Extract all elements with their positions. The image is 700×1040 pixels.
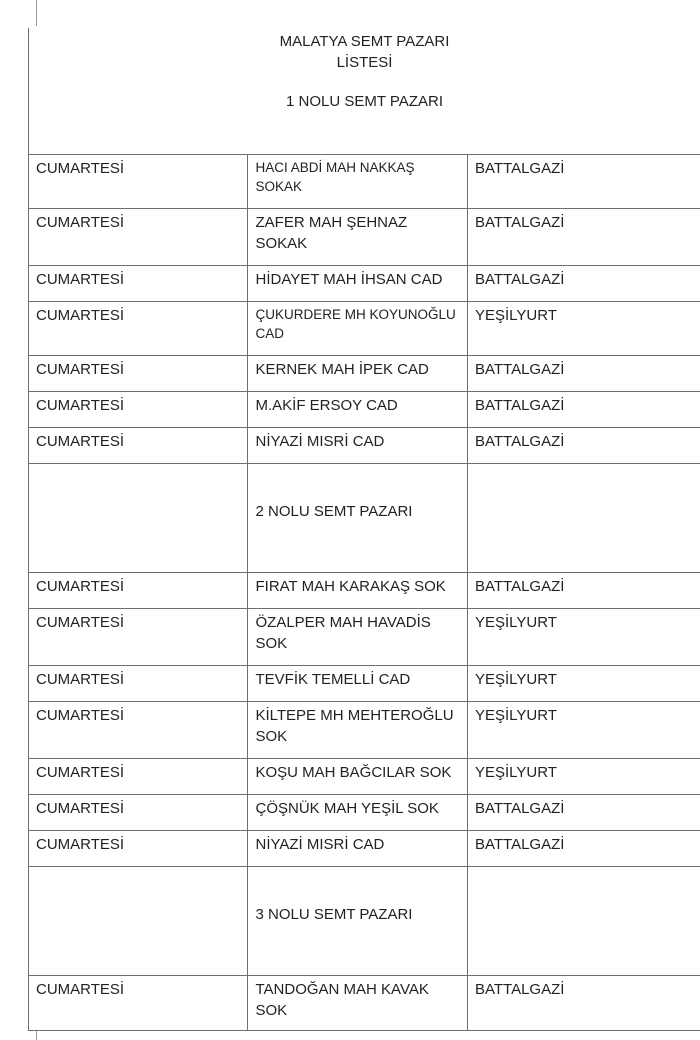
table-row <box>29 155 700 209</box>
section-heading-cell <box>248 464 467 573</box>
table-row <box>29 573 700 609</box>
page-left-edge-bottom <box>36 1030 37 1040</box>
day-cell: CUMARTESİ <box>29 302 248 356</box>
header-row <box>29 28 700 155</box>
location-cell: NİYAZİ MISRİ CAD <box>248 428 467 464</box>
district-cell: BATTALGAZİ <box>467 831 700 867</box>
empty-cell <box>29 867 248 976</box>
day-cell: CUMARTESİ <box>29 209 248 266</box>
location-cell: KİLTEPE MH MEHTEROĞLU SOK <box>248 702 467 759</box>
empty-cell <box>467 867 700 976</box>
day-cell: CUMARTESİ <box>29 428 248 464</box>
day-cell: CUMARTESİ <box>29 155 248 209</box>
section-heading-cell <box>248 867 467 976</box>
page-left-edge <box>36 0 37 26</box>
district-cell: BATTALGAZİ <box>467 428 700 464</box>
district-cell: YEŞİLYURT <box>467 302 700 356</box>
table-row <box>29 209 700 266</box>
location-cell: FIRAT MAH KARAKAŞ SOK <box>248 573 467 609</box>
location-cell: KERNEK MAH İPEK CAD <box>248 356 467 392</box>
document-title: MALATYA SEMT PAZARI <box>279 33 450 50</box>
day-cell: CUMARTESİ <box>29 356 248 392</box>
district-cell: YEŞİLYURT <box>467 609 700 666</box>
location-cell: ÇUKURDERE MH KOYUNOĞLU CAD <box>248 302 467 356</box>
market-list-frame <box>28 28 700 1031</box>
day-cell: CUMARTESİ <box>29 759 248 795</box>
table-row <box>29 266 700 302</box>
table-row <box>29 666 700 702</box>
table-row <box>29 976 700 1031</box>
district-cell: BATTALGAZİ <box>467 976 700 1031</box>
table-row <box>29 831 700 867</box>
day-cell: CUMARTESİ <box>29 609 248 666</box>
table-row <box>29 302 700 356</box>
section-heading: 2 NOLU SEMT PAZARI <box>255 503 413 520</box>
section-heading: 1 NOLU SEMT PAZARI <box>286 93 443 110</box>
table-row <box>29 795 700 831</box>
district-cell: BATTALGAZİ <box>467 155 700 209</box>
location-cell: ÇÖŞNÜK MAH YEŞİL SOK <box>248 795 467 831</box>
district-cell: BATTALGAZİ <box>467 266 700 302</box>
day-cell: CUMARTESİ <box>29 266 248 302</box>
location-cell: KOŞU MAH BAĞCILAR SOK <box>248 759 467 795</box>
empty-cell <box>467 464 700 573</box>
section-heading-row <box>29 464 700 573</box>
day-cell: CUMARTESİ <box>29 795 248 831</box>
section-heading: 3 NOLU SEMT PAZARI <box>255 906 413 923</box>
table-row <box>29 356 700 392</box>
location-cell: ZAFER MAH ŞEHNAZ SOKAK <box>248 209 467 266</box>
district-cell: YEŞİLYURT <box>467 759 700 795</box>
document-subtitle: LİSTESİ <box>336 54 393 71</box>
district-cell: BATTALGAZİ <box>467 356 700 392</box>
location-cell: HACI ABDİ MAH NAKKAŞ SOKAK <box>248 155 467 209</box>
location-cell: NİYAZİ MISRİ CAD <box>248 831 467 867</box>
table-row <box>29 609 700 666</box>
section-heading-row <box>29 867 700 976</box>
table-row <box>29 759 700 795</box>
location-cell: ÖZALPER MAH HAVADİS SOK <box>248 609 467 666</box>
day-cell: CUMARTESİ <box>29 392 248 428</box>
district-cell: YEŞİLYURT <box>467 666 700 702</box>
day-cell: CUMARTESİ <box>29 976 248 1031</box>
table-row <box>29 428 700 464</box>
district-cell: BATTALGAZİ <box>467 392 700 428</box>
location-cell: TANDOĞAN MAH KAVAK SOK <box>248 976 467 1031</box>
day-cell: CUMARTESİ <box>29 831 248 867</box>
location-cell: M.AKİF ERSOY CAD <box>248 392 467 428</box>
day-cell: CUMARTESİ <box>29 573 248 609</box>
empty-cell <box>29 464 248 573</box>
district-cell: BATTALGAZİ <box>467 209 700 266</box>
location-cell: TEVFİK TEMELLİ CAD <box>248 666 467 702</box>
location-cell: HİDAYET MAH İHSAN CAD <box>248 266 467 302</box>
district-cell: YEŞİLYURT <box>467 702 700 759</box>
market-list-table <box>28 28 700 1031</box>
day-cell: CUMARTESİ <box>29 666 248 702</box>
district-cell: BATTALGAZİ <box>467 573 700 609</box>
district-cell: BATTALGAZİ <box>467 795 700 831</box>
header-cell <box>29 28 700 155</box>
table-row <box>29 702 700 759</box>
table-row <box>29 392 700 428</box>
day-cell: CUMARTESİ <box>29 702 248 759</box>
